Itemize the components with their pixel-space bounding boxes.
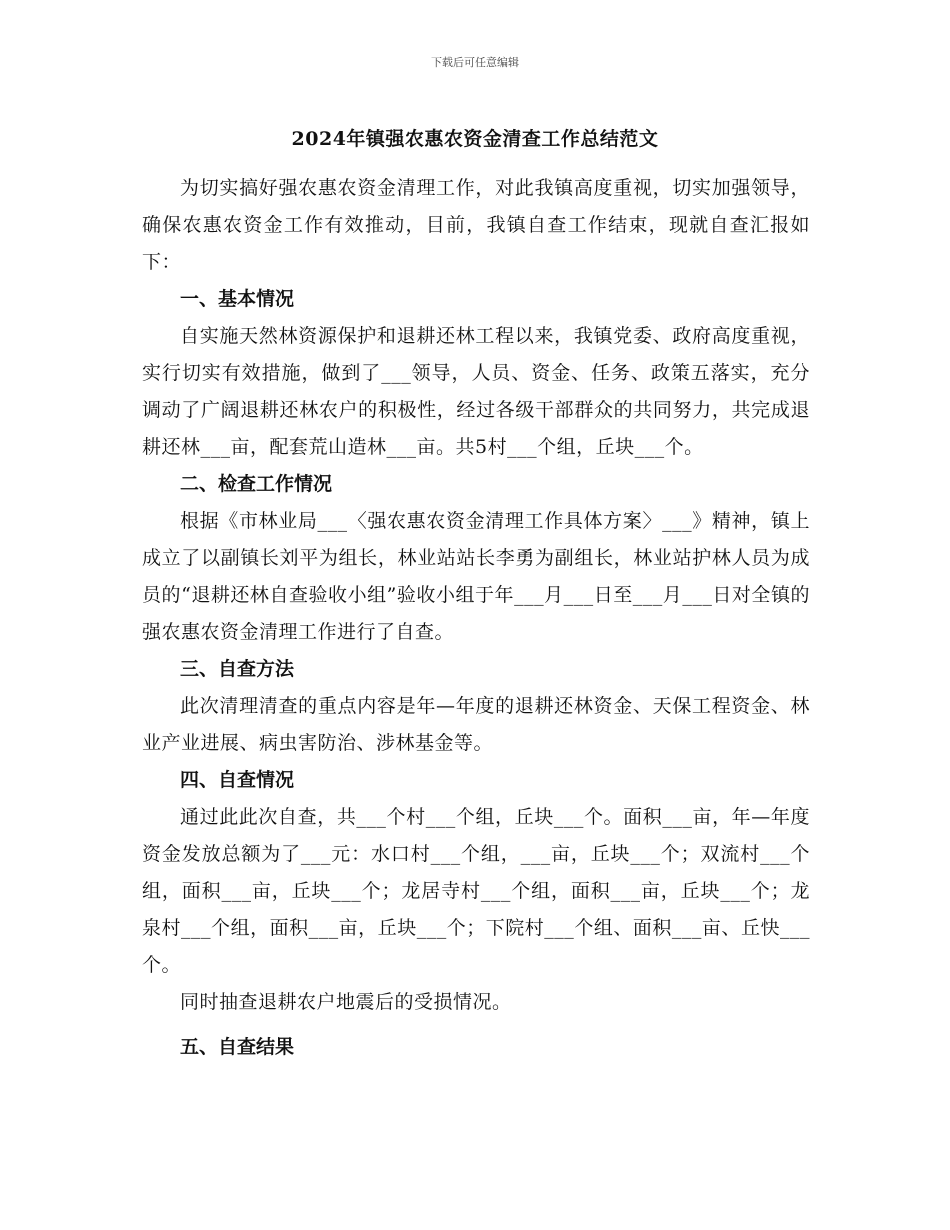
section-heading-3: 三、自查方法: [180, 658, 295, 680]
section-heading-4: 四、自查情况: [180, 769, 295, 791]
section-heading-2: 二、检查工作情况: [180, 473, 333, 495]
intro-paragraph: 为切实搞好强农惠农资金清理工作，对此我镇高度重视，切实加强领导，确保农惠农资金工作有效推动，目前，我镇自查工作结束，现就自查汇报如下：: [142, 177, 810, 273]
section-1-paragraph: 自实施天然林资源保护和退耕还林工程以来，我镇党委、政府高度重视，实行切实有效措施，做到了___领导，人员、资金、任务、政策五落实，充分调动了广阔退耕还林农户的积极性，经过各级干部群众的共同努力，共完成退耕还林___亩，配套荒山造林___亩。共5村___个组，丘块___个。: [142, 325, 810, 458]
section-heading-5: 五、自查结果: [180, 1036, 295, 1058]
section-heading-1: 一、基本情况: [180, 288, 295, 310]
section-4-paragraph-2: 同时抽查退耕农户地震后的受损情况。: [180, 991, 512, 1013]
header-note: 下载后可任意编辑: [431, 56, 519, 69]
section-3-paragraph: 此次清理清查的重点内容是年—年度的退耕还林资金、天保工程资金、林业产业进展、病虫害防治、涉林基金等。: [142, 695, 810, 754]
section-2-paragraph: 根据《市林业局___〈强农惠农资金清理工作具体方案〉___》精神，镇上成立了以副镇长刘平为组长，林业站站长李勇为副组长，林业站护林人员为成员的“退耕还林自查验收小组”验收小组于年___月___日至___月___日对全镇的强农惠农资金清理工作进行了自查。: [142, 510, 810, 643]
document-body: [142, 170, 810, 1066]
section-4-paragraph-1: 通过此此次自查，共___个村___个组，丘块___个。面积___亩，年—年度资金发放总额为了___元：水口村___个组，___亩，丘块___个；双流村___个组，面积___亩，丘块___个；龙居寺村___个组，面积___亩，丘块___个；龙泉村___个组，面积___亩，丘块___个；下院村___个组、面积___亩、丘快___个。: [142, 806, 810, 976]
document-title: 2024年镇强农惠农资金清查工作总结范文: [291, 128, 659, 150]
